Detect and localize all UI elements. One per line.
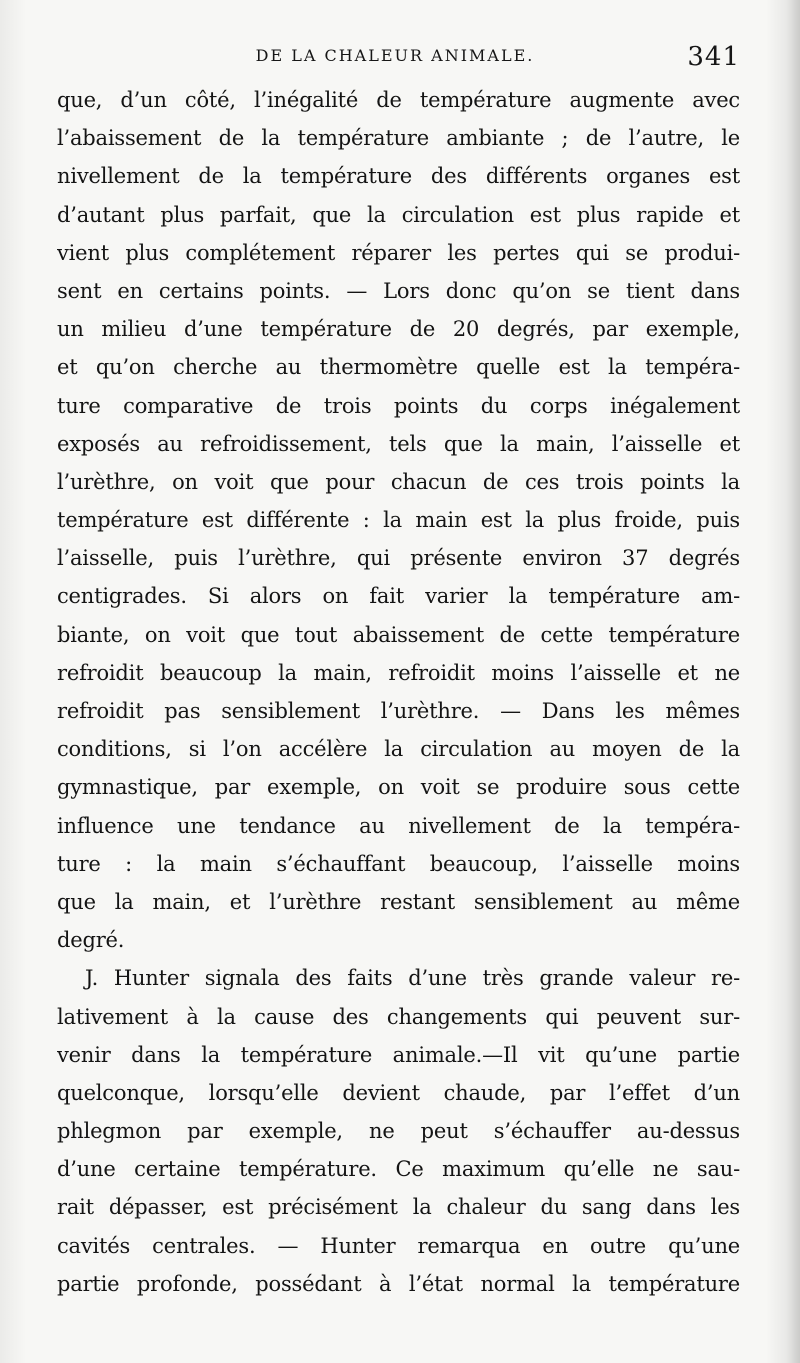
- text-line: d’autant plus parfait, que la circulation est plus rapide et: [57, 202, 740, 227]
- paragraph-start-line: J. Hunter signala des faits d’une très grande valeur re-: [85, 966, 740, 991]
- text-line: influence une tendance au nivellement de la tempéra-: [57, 813, 740, 838]
- paragraph-end-line: degré.: [57, 928, 125, 953]
- text-line: cavités centrales. — Hunter remarqua en outre qu’une: [57, 1233, 740, 1258]
- text-line: exposés au refroidissement, tels que la main, l’aisselle et: [57, 431, 740, 456]
- text-line: lativement à la cause des changements qui peuvent sur-: [57, 1004, 740, 1029]
- text-line: un milieu d’une température de 20 degrés, par exemple,: [57, 317, 740, 342]
- running-title: DE LA CHALEUR ANIMALE.: [255, 46, 535, 65]
- text-line: refroidit pas sensiblement l’urèthre. — Dans les mêmes: [57, 699, 740, 723]
- text-line: phlegmon par exemple, ne peut s’échauffer au-dessus: [57, 1119, 740, 1144]
- text-line: d’une certaine température. Ce maximum qu’elle ne sau-: [57, 1157, 740, 1182]
- text-line: vient plus complétement réparer les pertes qui se produi-: [57, 240, 740, 265]
- page-shadow-right: [766, 0, 800, 1363]
- text-line: quelconque, lorsqu’elle devient chaude, par l’effet d’un: [57, 1080, 740, 1105]
- text-line: venir dans la température animale.—Il vit qu’une partie: [57, 1042, 740, 1067]
- body-text: [57, 81, 740, 1303]
- text-line: nivellement de la température des différents organes est: [57, 164, 740, 189]
- text-line: centigrades. Si alors on fait varier la température am-: [57, 584, 740, 609]
- text-line: l’urèthre, on voit que pour chacun de ces trois points la: [57, 469, 740, 494]
- text-line: ture : la main s’échauffant beaucoup, l’aisselle moins: [57, 851, 740, 876]
- text-line: et qu’on cherche au thermomètre quelle est la tempéra-: [57, 355, 740, 380]
- text-line: que, d’un côté, l’inégalité de température augmente avec: [57, 88, 740, 112]
- text-line: sent en certains points. — Lors donc qu’on se tient dans: [57, 278, 740, 303]
- text-line: refroidit beaucoup la main, refroidit moins l’aisselle et ne: [57, 660, 740, 685]
- text-line: rait dépasser, est précisément la chaleur du sang dans les: [57, 1195, 740, 1220]
- text-line: gymnastique, par exemple, on voit se produire sous cette: [57, 775, 740, 800]
- text-line: l’aisselle, puis l’urèthre, qui présente environ 37 degrés: [57, 546, 740, 571]
- page-shadow-left: [0, 0, 26, 1363]
- text-line: l’abaissement de la température ambiante ; de l’autre, le: [57, 126, 740, 151]
- text-line: que la main, et l’urèthre restant sensiblement au même: [57, 889, 740, 914]
- text-line: conditions, si l’on accélère la circulation au moyen de la: [57, 737, 740, 762]
- text-line: biante, on voit que tout abaissement de cette température: [57, 622, 740, 647]
- page-number: 341: [687, 42, 740, 72]
- text-line: température est différente : la main est la plus froide, puis: [57, 508, 740, 533]
- text-line: partie profonde, possédant à l’état normal la température: [57, 1271, 740, 1296]
- text-line: ture comparative de trois points du corps inégalement: [57, 393, 740, 418]
- running-head: [60, 42, 740, 76]
